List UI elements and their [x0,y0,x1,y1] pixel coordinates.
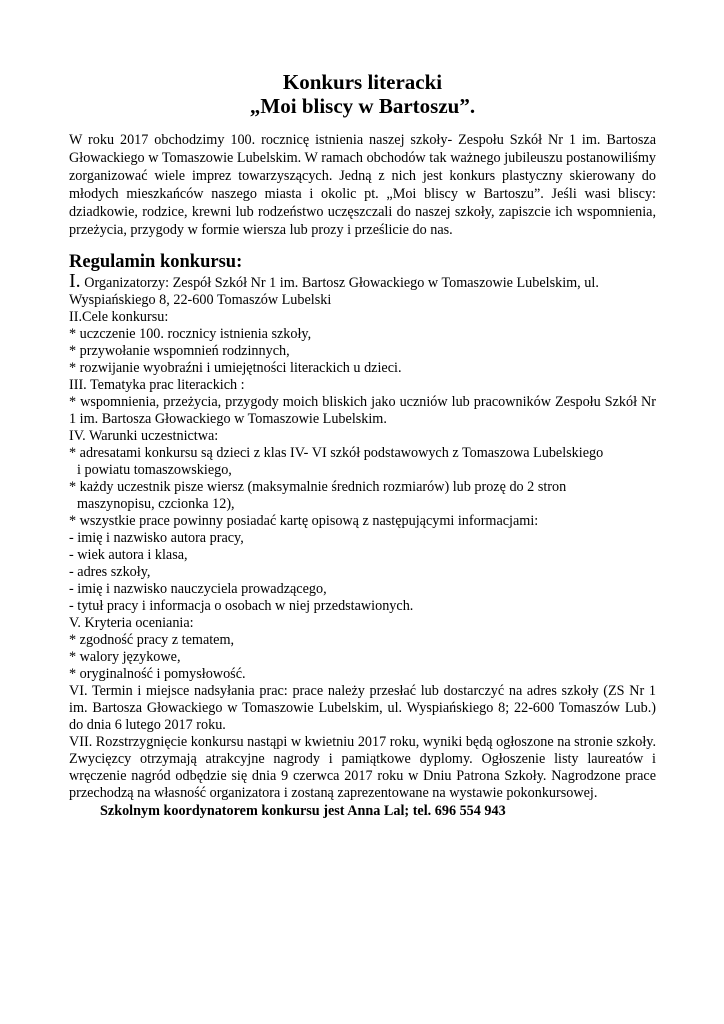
title-line-1: Konkurs literacki [282,70,443,94]
section-2-item: * rozwijanie wyobraźni i umiejętności literackich u dzieci. [69,360,402,377]
document-page [69,70,656,820]
regulamin-body [69,270,656,802]
coordinator-note: Szkolnym koordynatorem konkursu jest Anna Lal; tel. 696 554 943 [100,803,506,820]
section-6-text: VI. Termin i miejsce nadsyłania prac: prace należy przesłać lub dostarczyć na adres szkoły (ZS Nr 1 im. Bartosza Głowackiego w Tomaszowie Lubelskim, ul. Wyspiańskiego 8; 22-600 Tomaszów Lub.) do dnia 6 lutego 2017 roku. [69,683,656,734]
section-4-item-2b: maszynopisu, czcionka 12), [77,496,235,513]
section-4-subitem: - wiek autora i klasa, [69,547,188,564]
section-5-item: * walory językowe, [69,649,181,666]
section-7-text: VII. Rozstrzygnięcie konkursu nastąpi w kwietniu 2017 roku, wyniki będą ogłoszone na stronie szkoły. Zwycięzcy otrzymają atrakcyjne nagrody i pamiątkowe dyplomy. Ogłoszenie listy laureatów i wręczenie nagród odbędzie się dnia 9 czerwca 2017 roku w Dniu Patrona Szkoły. Nagrodzone prace przechodzą na własność organizatora i zostaną zaprezentowane na wystawie pokonkursowej. [69,734,656,802]
section-1-address: Wyspiańskiego 8, 22-600 Tomaszów Lubelski [69,292,332,309]
section-5-item: * zgodność pracy z tematem, [69,632,235,649]
section-3-text: * wspomnienia, przeżycia, przygody moich bliskich jako uczniów lub pracowników Zespołu Szkół Nr 1 im. Bartosza Głowackiego w Tomaszowie Lubelskim. [69,394,656,428]
section-1-organizers [69,270,656,293]
intro-paragraph: W roku 2017 obchodzimy 100. rocznicę istnienia naszej szkoły- Zespołu Szkół Nr 1 im. Bartosza Głowackiego w Tomaszowie Lubelskim. W ramach obchodów tak ważnego jubileuszu postanowiliśmy zorganizować wiele imprez towarzyszących. Jedną z nich jest konkurs plastyczny skierowany do młodych mieszkańców naszego miasta i okolic pt. „Moi bliscy w Bartoszu”. Jeśli wasi bliscy: dziadkowie, rodzice, krewni lub rodzeństwo uczęszczali do naszej szkoły, zapiszcie ich wspomnienia, przeżycia, przygody w formie wiersza lub prozy i prześlicie do nas. [69,132,656,238]
section-2-item: * przywołanie wspomnień rodzinnych, [69,343,290,360]
section-4-item-3: * wszystkie prace powinny posiadać kartę opisową z następującymi informacjami: [69,513,539,530]
section-4-item-1a: * adresatami konkursu są dzieci z klas IV- VI szkół podstawowych z Tomaszowa Lubelskiego [69,445,604,462]
section-2-item: * uczczenie 100. rocznicy istnienia szkoły, [69,326,312,343]
section-4-subitem: - imię i nazwisko nauczyciela prowadzącego, [69,581,327,598]
section-4-subitem: - tytuł pracy i informacja o osobach w niej przedstawionych. [69,598,414,615]
title-line-2: „Moi bliscy w Bartoszu”. [249,94,476,118]
section-5-heading: V. Kryteria oceniania: [69,615,194,632]
section-1-numeral: I. [69,270,81,293]
section-3-heading: III. Tematyka prac literackich : [69,377,245,394]
section-1-text: Organizatorzy: Zespół Szkół Nr 1 im. Bartosz Głowackiego w Tomaszowie Lubelskim, ul. [80,275,599,292]
regulamin-heading: Regulamin konkursu: [69,252,243,273]
section-4-heading: IV. Warunki uczestnictwa: [69,428,219,445]
section-4-subitem: - imię i nazwisko autora pracy, [69,530,244,547]
section-4-item-2a: * każdy uczestnik pisze wiersz (maksymalnie średnich rozmiarów) lub prozę do 2 stron [69,479,567,496]
section-5-item: * oryginalność i pomysłowość. [69,666,246,683]
section-4-item-1b: i powiatu tomaszowskiego, [77,462,232,479]
document-title [69,70,656,118]
section-4-subitem: - adres szkoły, [69,564,151,581]
section-2-heading: II.Cele konkursu: [69,309,169,326]
